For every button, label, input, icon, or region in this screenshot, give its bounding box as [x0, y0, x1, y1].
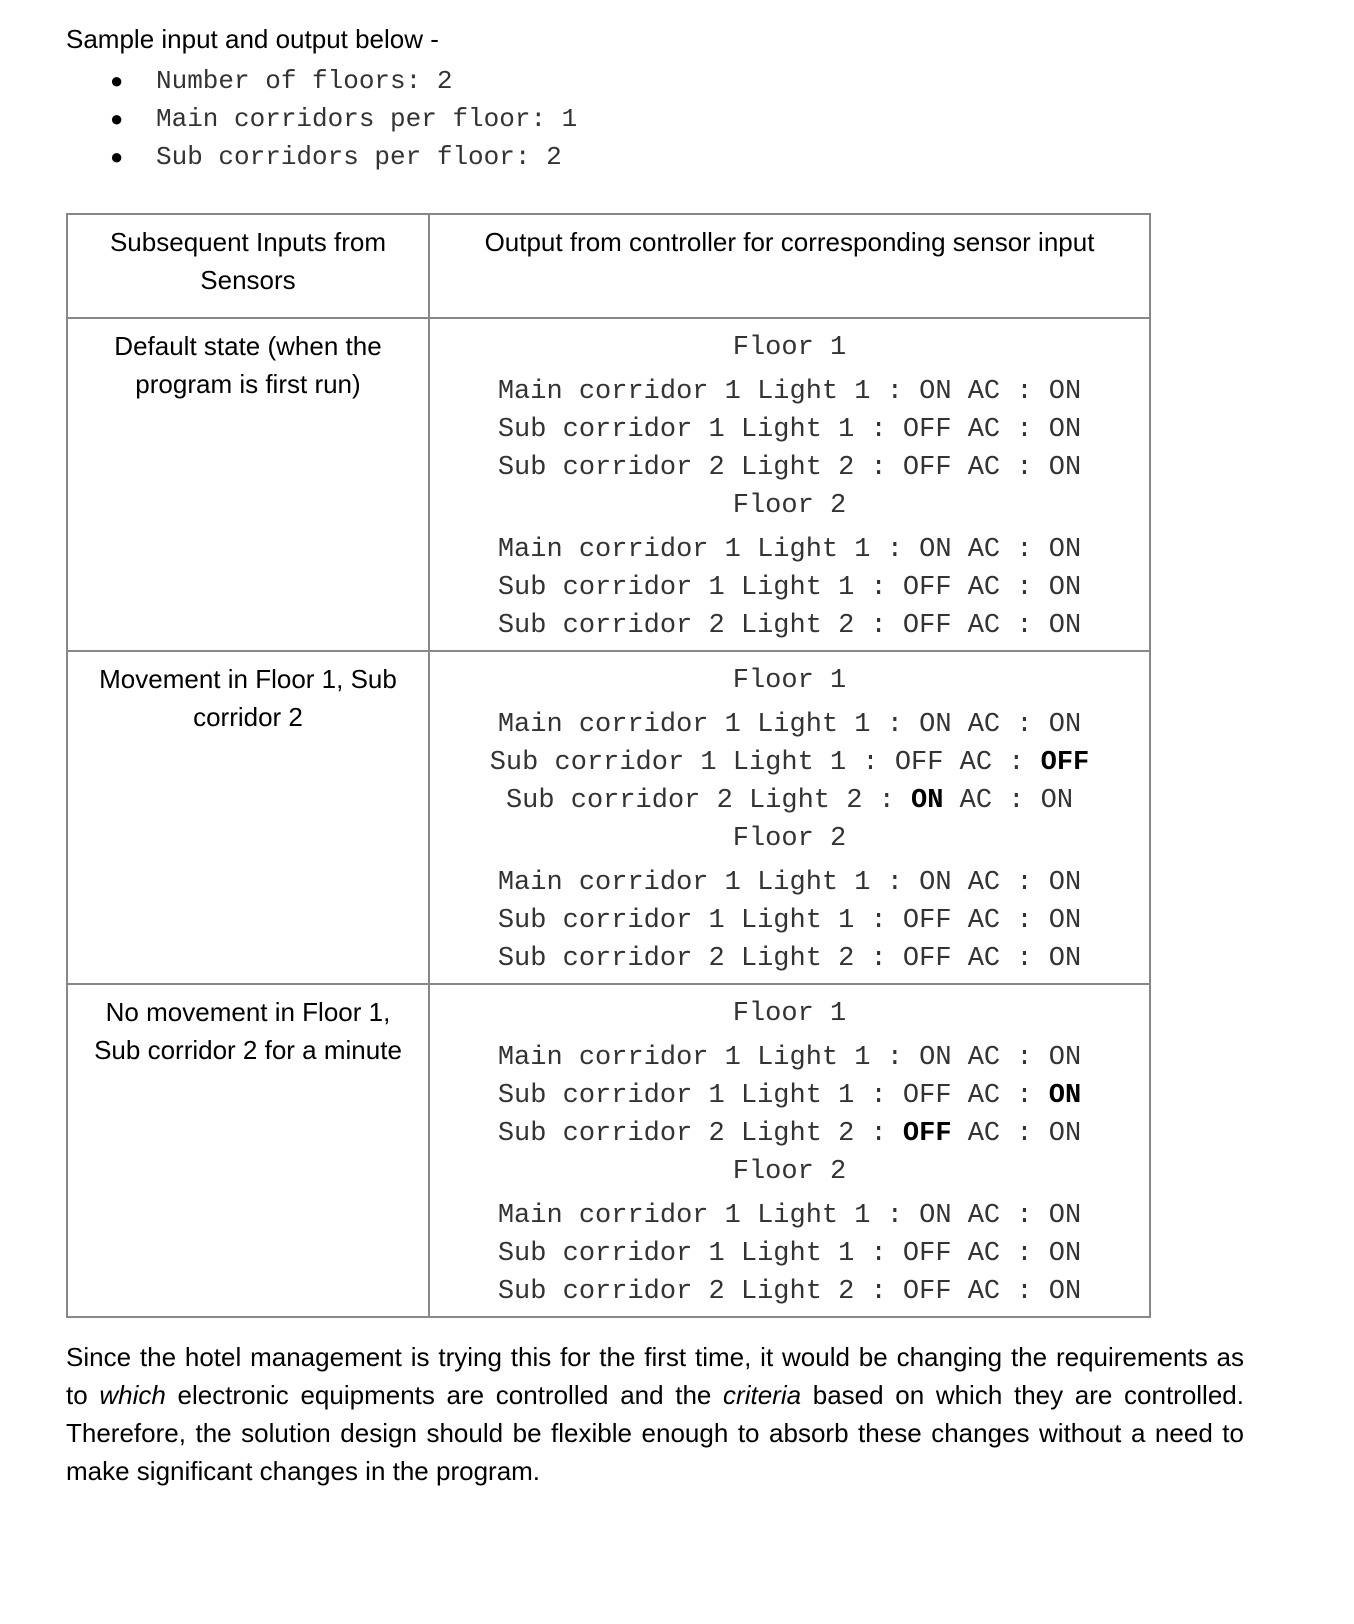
floor-title: Floor 2: [732, 824, 847, 854]
controller-output-cell: [429, 984, 1150, 1317]
corridor-status-line: Main corridor 1 Light 1 : ON AC : ON: [497, 710, 1082, 740]
para-emphasis: criteria: [723, 1380, 802, 1410]
corridor-status-line: Sub corridor 1 Light 1 : OFF AC : ON: [497, 573, 1082, 603]
bullet-icon: ●: [110, 144, 124, 169]
corridor-status-line: Sub corridor 1 Light 1 : OFF AC : ON: [497, 1239, 1082, 1269]
ac-state: ON: [1048, 573, 1082, 603]
corridor-label: Sub corridor 2 Light 2: [497, 1277, 855, 1307]
output-block: [430, 319, 1149, 645]
corridor-status-line: Main corridor 1 Light 1 : ON AC : ON: [497, 535, 1082, 565]
light-state: OFF: [902, 1081, 952, 1111]
light-state: ON: [919, 1201, 952, 1231]
corridor-status-line: Sub corridor 1 Light 1 : OFF AC : ON: [497, 906, 1082, 936]
corridor-label: Main corridor 1 Light 1: [497, 535, 871, 565]
ac-state: ON: [1048, 868, 1082, 898]
ac-state: ON: [1048, 710, 1082, 740]
corridor-label: Sub corridor 1 Light 1: [497, 1081, 855, 1111]
corridor-label: Main corridor 1 Light 1: [497, 710, 871, 740]
para-text: based on which they are controlled. Therefore, the solution design should be flexible enough to absorb these changes without a need to make significant changes in the program.: [66, 1380, 1244, 1486]
ac-state: ON: [1048, 1043, 1082, 1073]
list-item-text: Main corridors per floor: 1: [156, 104, 578, 134]
para-emphasis: which: [99, 1380, 166, 1410]
table-header-row: [67, 214, 1150, 318]
light-state: ON: [919, 710, 952, 740]
ac-state: ON: [1040, 786, 1074, 816]
ac-state: ON: [1048, 535, 1082, 565]
controller-output-cell: [429, 318, 1150, 651]
floor-title: Floor 1: [732, 999, 847, 1029]
output-block: [430, 652, 1149, 978]
light-state: OFF: [902, 415, 952, 445]
light-state: OFF: [902, 906, 952, 936]
floor-title: Floor 1: [732, 666, 847, 696]
intro-text: Sample input and output below -: [66, 24, 439, 54]
corridor-label: Main corridor 1 Light 1: [497, 1043, 871, 1073]
bullet-icon: ●: [110, 68, 124, 93]
light-state: OFF: [902, 1277, 952, 1307]
corridor-status-line: Sub corridor 1 Light 1 : OFF AC : ON: [497, 415, 1082, 445]
corridor-label: Sub corridor 1 Light 1: [497, 1239, 855, 1269]
corridor-status-line: Sub corridor 2 Light 2 : OFF AC : ON: [497, 611, 1082, 641]
ac-state: ON: [1048, 944, 1082, 974]
light-state: ON: [911, 786, 944, 816]
header-output: Output from controller for corresponding sensor input: [429, 214, 1150, 318]
light-state: ON: [919, 535, 952, 565]
list-item-text: Sub corridors per floor: 2: [156, 142, 562, 172]
corridor-status-line: Sub corridor 2 Light 2 : OFF AC : ON: [497, 453, 1082, 483]
corridor-label: Sub corridor 2 Light 2: [497, 453, 855, 483]
table-row: [67, 651, 1150, 984]
list-item: [110, 100, 577, 138]
controller-output-cell: [429, 651, 1150, 984]
corridor-label: Sub corridor 1 Light 1: [497, 573, 855, 603]
list-item: [110, 62, 577, 100]
corridor-label: Sub corridor 2 Light 2: [497, 611, 855, 641]
corridor-status-line: Main corridor 1 Light 1 : ON AC : ON: [497, 868, 1082, 898]
sensor-input-cell: Default state (when the program is first run): [67, 318, 429, 651]
header-inputs: Subsequent Inputs from Sensors: [67, 214, 429, 318]
ac-state: ON: [1048, 1081, 1082, 1111]
light-state: ON: [919, 377, 952, 407]
corridor-status-line: Main corridor 1 Light 1 : ON AC : ON: [497, 1201, 1082, 1231]
corridor-status-line: Sub corridor 1 Light 1 : OFF AC : ON: [497, 1081, 1082, 1111]
corridor-label: Main corridor 1 Light 1: [497, 1201, 871, 1231]
light-state: ON: [919, 1043, 952, 1073]
sensor-input-cell: No movement in Floor 1, Sub corridor 2 for a minute: [67, 984, 429, 1317]
ac-state: ON: [1048, 1201, 1082, 1231]
ac-state: ON: [1048, 453, 1082, 483]
corridor-label: Sub corridor 2 Light 2: [497, 1119, 855, 1149]
light-state: OFF: [902, 611, 952, 641]
table-row: [67, 984, 1150, 1317]
floor-title: Floor 2: [732, 491, 847, 521]
corridor-status-line: Sub corridor 1 Light 1 : OFF AC : OFF: [489, 748, 1090, 778]
table-row: [67, 318, 1150, 651]
corridor-label: Sub corridor 1 Light 1: [497, 906, 855, 936]
list-item-text: Number of floors: 2: [156, 66, 453, 96]
para-text: Since the hotel management is trying this for the first time, it would be changing the requirements as to: [66, 1342, 1244, 1410]
light-state: OFF: [894, 748, 944, 778]
corridor-label: Sub corridor 1 Light 1: [489, 748, 847, 778]
para-text: electronic equipments are controlled and the: [165, 1380, 724, 1410]
list-item: [110, 138, 577, 176]
ac-state: OFF: [1040, 748, 1090, 778]
corridor-status-line: Sub corridor 2 Light 2 : ON AC : ON: [505, 786, 1074, 816]
bullet-icon: ●: [110, 106, 124, 131]
light-state: ON: [919, 868, 952, 898]
ac-state: ON: [1048, 1277, 1082, 1307]
ac-state: ON: [1048, 1239, 1082, 1269]
ac-state: ON: [1048, 415, 1082, 445]
requirements-paragraph: [66, 1338, 1244, 1490]
corridor-status-line: Sub corridor 2 Light 2 : OFF AC : ON: [497, 1277, 1082, 1307]
sample-io-table: [66, 213, 1151, 1318]
corridor-status-line: Sub corridor 2 Light 2 : OFF AC : ON: [497, 944, 1082, 974]
corridor-status-line: Sub corridor 2 Light 2 : OFF AC : ON: [497, 1119, 1082, 1149]
ac-state: ON: [1048, 906, 1082, 936]
light-state: OFF: [902, 1239, 952, 1269]
corridor-label: Sub corridor 2 Light 2: [497, 944, 855, 974]
light-state: OFF: [902, 944, 952, 974]
corridor-label: Sub corridor 1 Light 1: [497, 415, 855, 445]
sensor-input-cell: Movement in Floor 1, Sub corridor 2: [67, 651, 429, 984]
corridor-label: Main corridor 1 Light 1: [497, 377, 871, 407]
corridor-label: Sub corridor 2 Light 2: [505, 786, 863, 816]
corridor-status-line: Main corridor 1 Light 1 : ON AC : ON: [497, 377, 1082, 407]
ac-state: ON: [1048, 611, 1082, 641]
floor-title: Floor 2: [732, 1157, 847, 1187]
corridor-status-line: Main corridor 1 Light 1 : ON AC : ON: [497, 1043, 1082, 1073]
config-list: [110, 62, 577, 176]
ac-state: ON: [1048, 377, 1082, 407]
light-state: OFF: [902, 453, 952, 483]
floor-title: Floor 1: [732, 333, 847, 363]
light-state: OFF: [902, 1119, 952, 1149]
output-block: [430, 985, 1149, 1311]
ac-state: ON: [1048, 1119, 1082, 1149]
corridor-label: Main corridor 1 Light 1: [497, 868, 871, 898]
light-state: OFF: [902, 573, 952, 603]
